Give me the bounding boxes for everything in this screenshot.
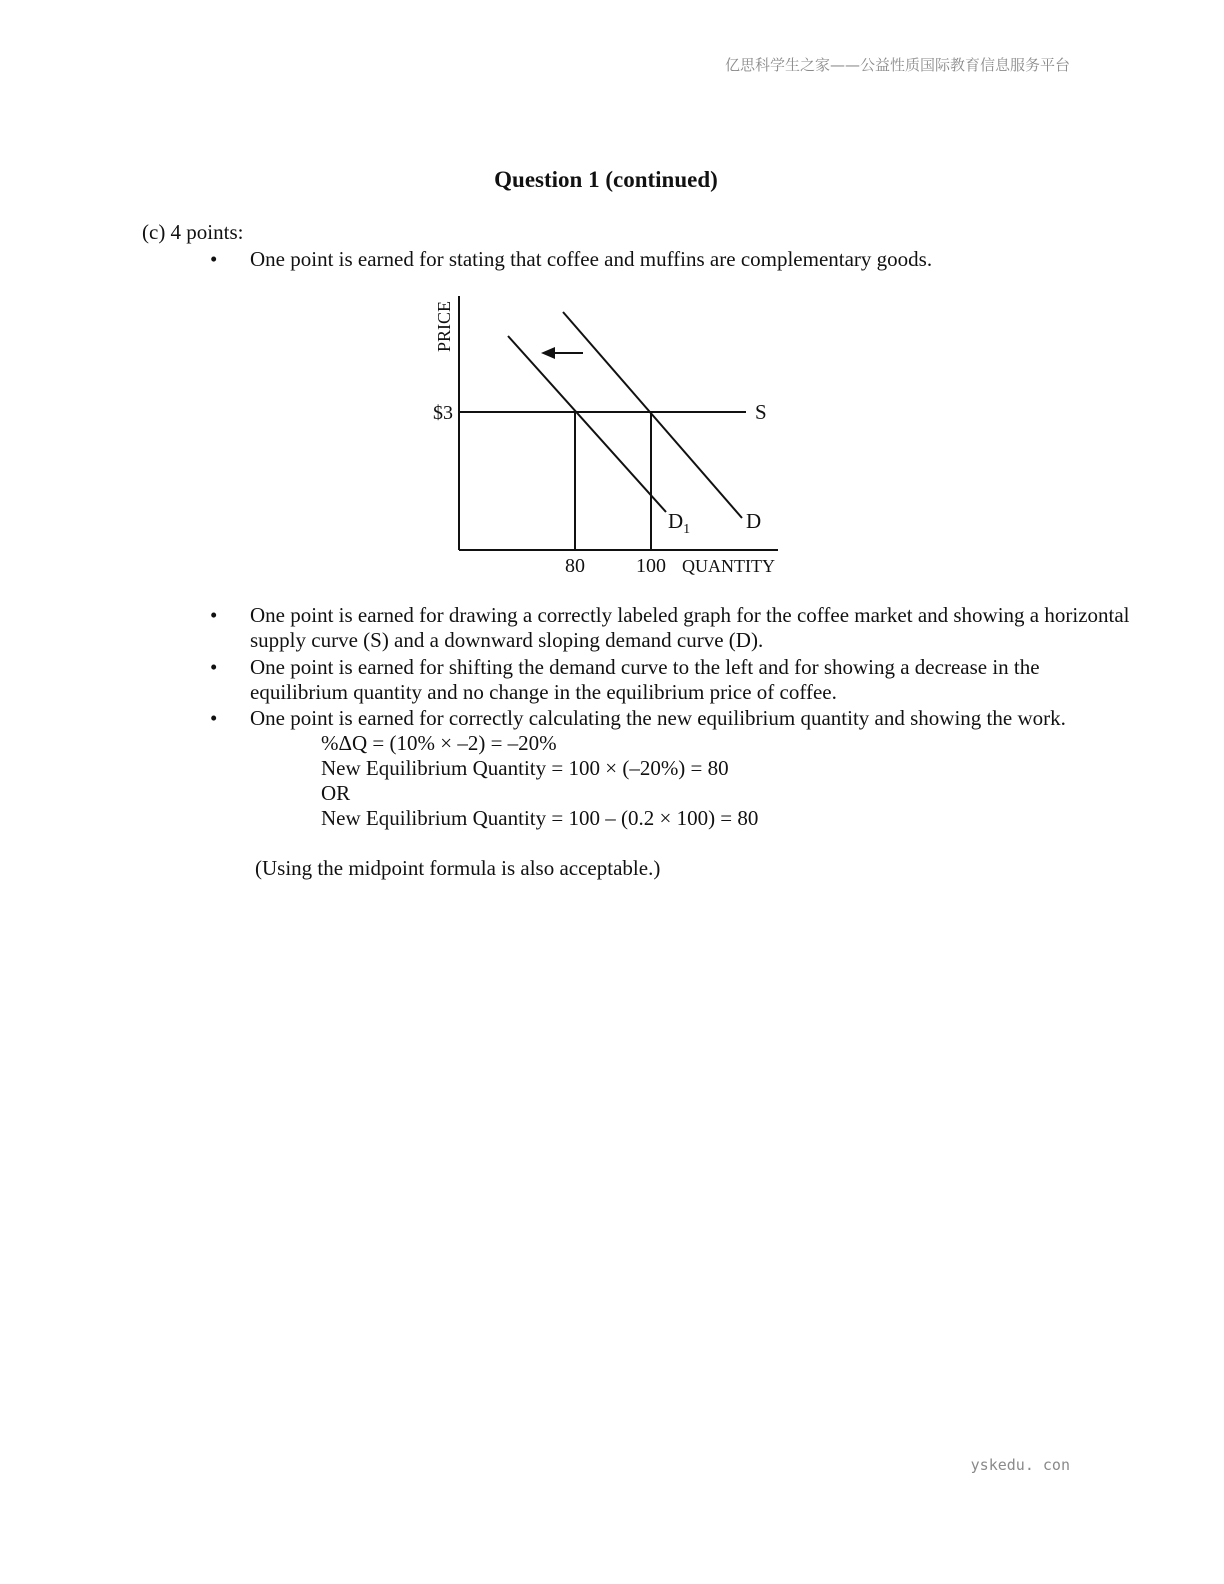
calc-line-1: %ΔQ = (10% × –2) = –20% bbox=[321, 731, 557, 755]
part-c-label: (c) 4 points: bbox=[142, 220, 244, 244]
demand-new-label: $D_1$ bbox=[668, 509, 691, 537]
bullet-text: One point is earned for stating that coffee and muffins are complementary goods. bbox=[250, 247, 933, 271]
y-axis-label: PRICE bbox=[434, 300, 454, 352]
tick-label-80: 80 bbox=[565, 555, 585, 577]
price-label: $3 bbox=[433, 402, 453, 424]
midpoint-note: (Using the midpoint formula is also acceptable.) bbox=[255, 856, 661, 880]
demand-curve-d1 bbox=[508, 336, 666, 512]
bullet-symbol: • bbox=[210, 655, 218, 679]
x-axis-label: QUANTITY bbox=[682, 556, 775, 576]
supply-demand-graph bbox=[420, 290, 800, 590]
bullet-symbol: • bbox=[210, 706, 218, 730]
supply-label: S bbox=[755, 400, 767, 424]
shift-left-arrow bbox=[541, 347, 583, 359]
bullet-text: One point is earned for correctly calculating the new equilibrium quantity and showing the work. bbox=[250, 706, 1066, 730]
bullet-symbol: • bbox=[210, 247, 218, 271]
page-title: Question 1 (continued) bbox=[494, 167, 718, 192]
bullet-text: One point is earned for shifting the demand curve to the left and for showing a decrease in the equilibrium quantity and no change in the equilibrium price of coffee. bbox=[250, 655, 1040, 704]
footer-site: yskedu. con bbox=[970, 1456, 1070, 1474]
calc-line-3: OR bbox=[321, 781, 351, 805]
tick-label-100: 100 bbox=[636, 555, 666, 577]
calc-line-4: New Equilibrium Quantity = 100 – (0.2 × 100) = 80 bbox=[321, 806, 759, 830]
demand-curve-d bbox=[563, 312, 742, 518]
header-site-note: 亿思科学生之家——公益性质国际教育信息服务平台 bbox=[724, 56, 1070, 74]
bullet-text: One point is earned for drawing a correctly labeled graph for the coffee market and showing a horizontal supply curve (S) and a downward sloping demand curve (D). bbox=[250, 603, 1130, 652]
bullet-symbol: • bbox=[210, 603, 218, 627]
calc-line-2: New Equilibrium Quantity = 100 × (–20%) = 80 bbox=[321, 756, 729, 780]
demand-label: D bbox=[746, 509, 762, 533]
